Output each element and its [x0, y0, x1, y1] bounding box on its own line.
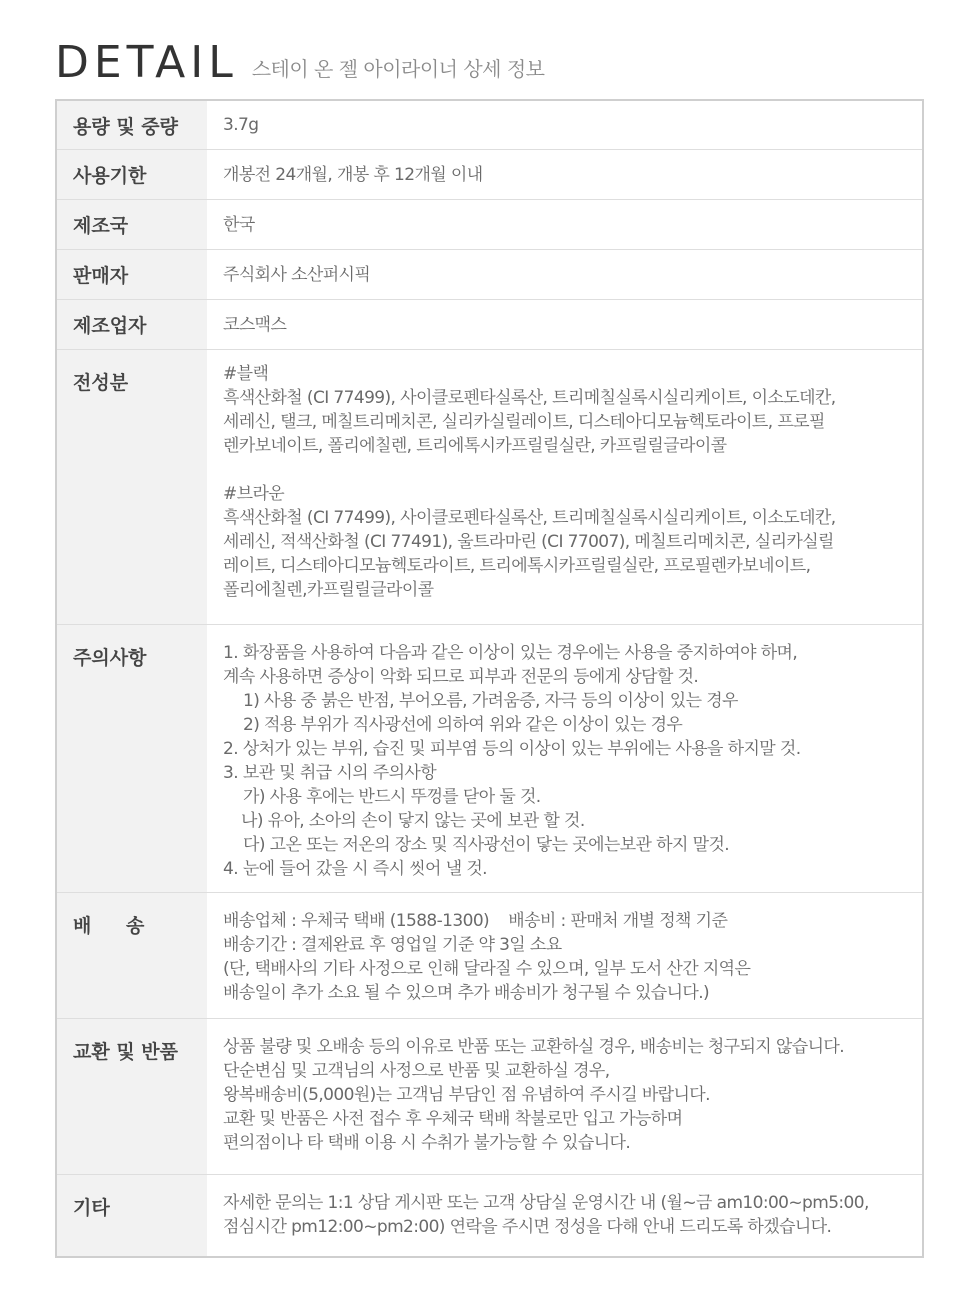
row-caution [57, 624, 922, 892]
ingredients-black-heading: #블랙 [223, 364, 269, 384]
delivery-line: (단, 택배사의 기타 사정으로 인해 달라질 수 있으며, 일부 도서 산간 지역은 [223, 959, 751, 979]
caution-line: 4. 눈에 들어 갔을 시 즉시 씻어 낼 것. [223, 859, 487, 879]
row-expiry [57, 149, 922, 199]
row-label: 제조업자 [57, 300, 207, 349]
row-delivery [57, 892, 922, 1018]
row-value: 3.7g [223, 115, 259, 135]
delivery-line: 배송업체 : 우체국 택배 (1588-1300) 배송비 : 판매처 개별 정책 기준 [223, 911, 728, 931]
ingredients-brown-line: 세레신, 적색산화철 (CI 77491), 울트라마린 (CI 77007), 메칠트리메치콘, 실리카실릴 [223, 532, 834, 552]
exchange-line: 왕복배송비(5,000원)는 고객님 부담인 점 유념하여 주시길 바랍니다. [223, 1085, 710, 1105]
caution-line: 가) 사용 후에는 반드시 뚜껑를 닫아 둘 것. [243, 787, 541, 807]
row-value [207, 893, 922, 1018]
row-label: 용량 및 중량 [57, 101, 207, 149]
caution-line: 2) 적용 부위가 직사광선에 의하여 위와 같은 이상이 있는 경우 [243, 715, 683, 735]
detail-table [55, 99, 924, 1258]
row-manufacturer [57, 299, 922, 349]
row-label [57, 893, 207, 1018]
row-label: 주의사항 [57, 625, 207, 892]
ingredients-brown-heading: #브라운 [223, 484, 285, 504]
row-exchange [57, 1018, 922, 1174]
row-ingredients [57, 349, 922, 624]
delivery-line: 배송일이 추가 소요 될 수 있으며 추가 배송비가 청구될 수 있습니다.) [223, 983, 710, 1003]
ingredients-brown-line: 레이트, 디스테아디모늄헥토라이트, 트리에톡시카프릴릴실란, 프로필렌카보네이트, [223, 556, 811, 576]
ingredients-black-line: 세레신, 탤크, 메칠트리메치콘, 실리카실릴레이트, 디스테아디모늄헥토라이트, 프로필 [223, 412, 825, 432]
row-value: 개봉전 24개월, 개봉 후 12개월 이내 [223, 164, 483, 185]
row-country [57, 199, 922, 249]
row-label: 전성분 [57, 350, 207, 624]
ingredients-black-line: 렌카보네이트, 폴리에칠렌, 트리에톡시카프릴릴실란, 카프릴릴글라이콜 [223, 436, 727, 456]
row-value: 주식회사 소산퍼시픽 [223, 264, 371, 285]
exchange-line: 교환 및 반품은 사전 접수 후 우체국 택배 착불로만 입고 가능하며 [223, 1109, 683, 1129]
ingredients-brown-line: 폴리에칠렌,카프릴릴글라이콜 [223, 580, 434, 600]
row-value: 코스맥스 [223, 314, 287, 335]
row-value [207, 350, 922, 624]
exchange-line: 상품 불량 및 오배송 등의 이유로 반품 또는 교환하실 경우, 배송비는 청구되지 않습니다. [223, 1037, 845, 1057]
row-label: 기타 [57, 1175, 207, 1256]
caution-line: 나) 유아, 소아의 손이 닿지 않는 곳에 보관 할 것. [241, 811, 585, 831]
row-value: 한국 [223, 214, 255, 235]
delivery-label-text: 배 송 [73, 915, 159, 937]
row-seller [57, 249, 922, 299]
caution-line: 계속 사용하면 증상이 악화 되므로 피부과 전문의 등에게 상담할 것. [223, 667, 699, 687]
delivery-line: 배송기간 : 결제완료 후 영업일 기준 약 3일 소요 [223, 935, 562, 955]
row-etc [57, 1174, 922, 1256]
row-value [207, 1175, 922, 1256]
ingredients-black-line: 흑색산화철 (CI 77499), 사이클로펜타실록산, 트리메칠실록시실리케이트, 이소도데칸, [223, 388, 836, 408]
row-capacity [57, 101, 922, 149]
ingredients-brown-line: 흑색산화철 (CI 77499), 사이클로펜타실록산, 트리메칠실록시실리케이트, 이소도데칸, [223, 508, 836, 528]
exchange-line: 편의점이나 타 택배 이용 시 수취가 불가능할 수 있습니다. [223, 1133, 631, 1153]
caution-line: 1) 사용 중 붉은 반점, 부어오름, 가려움증, 자극 등의 이상이 있는 경우 [243, 691, 738, 711]
etc-line: 점심시간 pm12:00~pm2:00) 연락을 주시면 정성을 다해 안내 드리도록 하겠습니다. [223, 1217, 832, 1237]
etc-line: 자세한 문의는 1:1 상담 게시판 또는 고객 상담실 운영시간 내 (월~금 am10:00~pm5:00, [223, 1193, 869, 1213]
row-value [207, 1019, 922, 1174]
caution-line: 3. 보관 및 취급 시의 주의사항 [223, 763, 437, 783]
row-label: 교환 및 반품 [57, 1019, 207, 1174]
row-label: 판매자 [57, 250, 207, 299]
caution-line: 2. 상처가 있는 부위, 습진 및 피부염 등의 이상이 있는 부위에는 사용을 하지말 것. [223, 739, 801, 759]
page-subtitle: 스테이 온 젤 아이라이너 상세 정보 [251, 57, 545, 81]
row-value [207, 625, 922, 892]
row-label: 제조국 [57, 200, 207, 249]
row-label: 사용기한 [57, 150, 207, 199]
exchange-line: 단순변심 및 고객님의 사정으로 반품 및 교환하실 경우, [223, 1061, 610, 1081]
caution-line: 1. 화장품을 사용하여 다음과 같은 이상이 있는 경우에는 사용을 중지하여야 하며, [223, 643, 798, 663]
page-header [55, 38, 545, 88]
page-title: DETAIL [55, 37, 238, 88]
caution-line: 다) 고온 또는 저온의 장소 및 직사광선이 닿는 곳에는보관 하지 말것. [243, 835, 730, 855]
